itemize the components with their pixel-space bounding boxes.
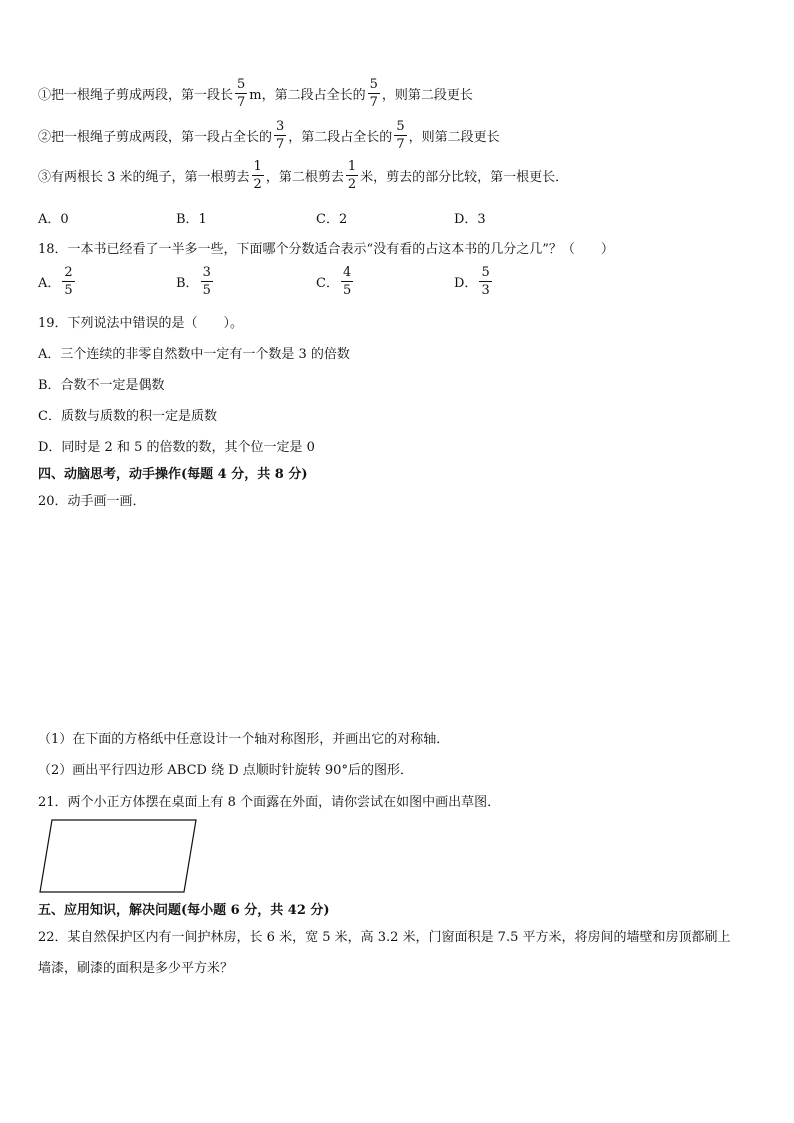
q17-option-a: A．0: [38, 212, 69, 227]
fraction: [252, 160, 264, 191]
numerator: 3: [276, 119, 285, 134]
fraction: [346, 160, 358, 191]
parallelogram-shape: [40, 820, 196, 892]
q17-statement-1: [38, 78, 473, 109]
statement-text: ，则第二段更长: [381, 88, 473, 103]
numerator: 3: [202, 265, 211, 280]
statement-text: ，第二根剪去: [265, 170, 344, 185]
denominator: 2: [253, 177, 262, 192]
denominator: 5: [342, 283, 352, 298]
numerator: 5: [481, 265, 490, 280]
denominator: 7: [276, 137, 285, 152]
denominator: 3: [481, 283, 490, 298]
fraction: [62, 266, 74, 297]
q18-option-c: [316, 266, 355, 297]
numerator: 2: [64, 265, 73, 280]
fraction: [394, 120, 406, 151]
q20-sub-1: （1）在下面的方格纸中任意设计一个轴对称图形，并画出它的对称轴．: [38, 732, 450, 747]
numerator: 1: [347, 159, 357, 174]
q19-option-d: D．同时是 2 和 5 的倍数的数，其个位一定是 0: [38, 440, 315, 455]
numerator: 1: [253, 159, 262, 174]
statement-text: 米，剪去的部分比较，第一根更长．: [360, 170, 569, 185]
q21-stem: 21．两个小正方体摆在桌面上有 8 个面露在外面，请你尝试在如图中画出草图．: [38, 795, 501, 810]
q19-option-b: B．合数不一定是偶数: [38, 378, 165, 393]
section-4-title: 四、动脑思考，动手操作(每题 4 分，共 8 分): [38, 467, 308, 482]
q22-line-1: 22．某自然保护区内有一间护林房，长 6 米，宽 5 米，高 3.2 米，门窗面积是 7.5 平方米，将房间的墙壁和房顶都刷上: [38, 930, 731, 945]
fraction: [341, 266, 353, 297]
denominator: 7: [369, 95, 378, 110]
q18-option-d: [454, 266, 494, 297]
denominator: 2: [347, 177, 357, 192]
q17-option-b: B．1: [176, 212, 207, 227]
q17-option-c: C．2: [316, 212, 348, 227]
denominator: 7: [237, 95, 246, 110]
statement-text: ，则第二段更长: [408, 130, 500, 145]
numerator: 5: [396, 119, 405, 134]
q20-stem: 20．动手画一画．: [38, 494, 146, 509]
q19-option-c: C．质数与质数的积一定是质数: [38, 409, 217, 424]
fraction: [368, 78, 380, 109]
denominator: 5: [64, 283, 73, 298]
statement-text: ③有两根长 3 米的绳子，第一根剪去: [38, 170, 250, 185]
q22-line-2: 墙漆，刷漆的面积是多少平方米？: [38, 961, 234, 976]
q17-option-d: D．3: [454, 212, 486, 227]
q18-option-b: [176, 266, 215, 297]
fraction: [274, 120, 286, 151]
statement-text: ，第二段占全长的: [288, 130, 393, 145]
parallelogram-figure: [38, 818, 200, 896]
numerator: 5: [369, 77, 378, 92]
q17-statement-3: [38, 160, 568, 191]
fraction: [201, 266, 213, 297]
option-label: D．: [454, 276, 478, 291]
statement-text: ①把一根绳子剪成两段，第一段长: [38, 88, 234, 103]
denominator: 7: [396, 137, 405, 152]
numerator: 5: [237, 77, 246, 92]
q19-stem: 19．下列说法中错误的是（ ）。: [38, 316, 244, 331]
q17-statement-2: [38, 120, 500, 151]
q19-option-a: A．三个连续的非零自然数中一定有一个数是 3 的倍数: [38, 347, 350, 362]
fraction: [235, 78, 247, 109]
fraction: [479, 266, 491, 297]
numerator: 4: [342, 265, 352, 280]
q20-sub-2: （2）画出平行四边形 ABCD 绕 D 点顺时针旋转 90°后的图形．: [38, 763, 413, 778]
option-label: B．: [176, 276, 199, 291]
section-5-title: 五、应用知识，解决问题(每小题 6 分，共 42 分): [38, 903, 330, 918]
denominator: 5: [202, 283, 211, 298]
q18-stem: 18．一本书已经看了一半多一些，下面哪个分数适合表示“没有看的占这本书的几分之几”？（ ）: [38, 242, 614, 257]
statement-text: m，第二段占全长的: [249, 88, 366, 103]
option-label: A．: [38, 276, 61, 291]
option-label: C．: [316, 276, 339, 291]
q18-option-a: [38, 266, 77, 297]
statement-text: ②把一根绳子剪成两段，第一段占全长的: [38, 130, 273, 145]
